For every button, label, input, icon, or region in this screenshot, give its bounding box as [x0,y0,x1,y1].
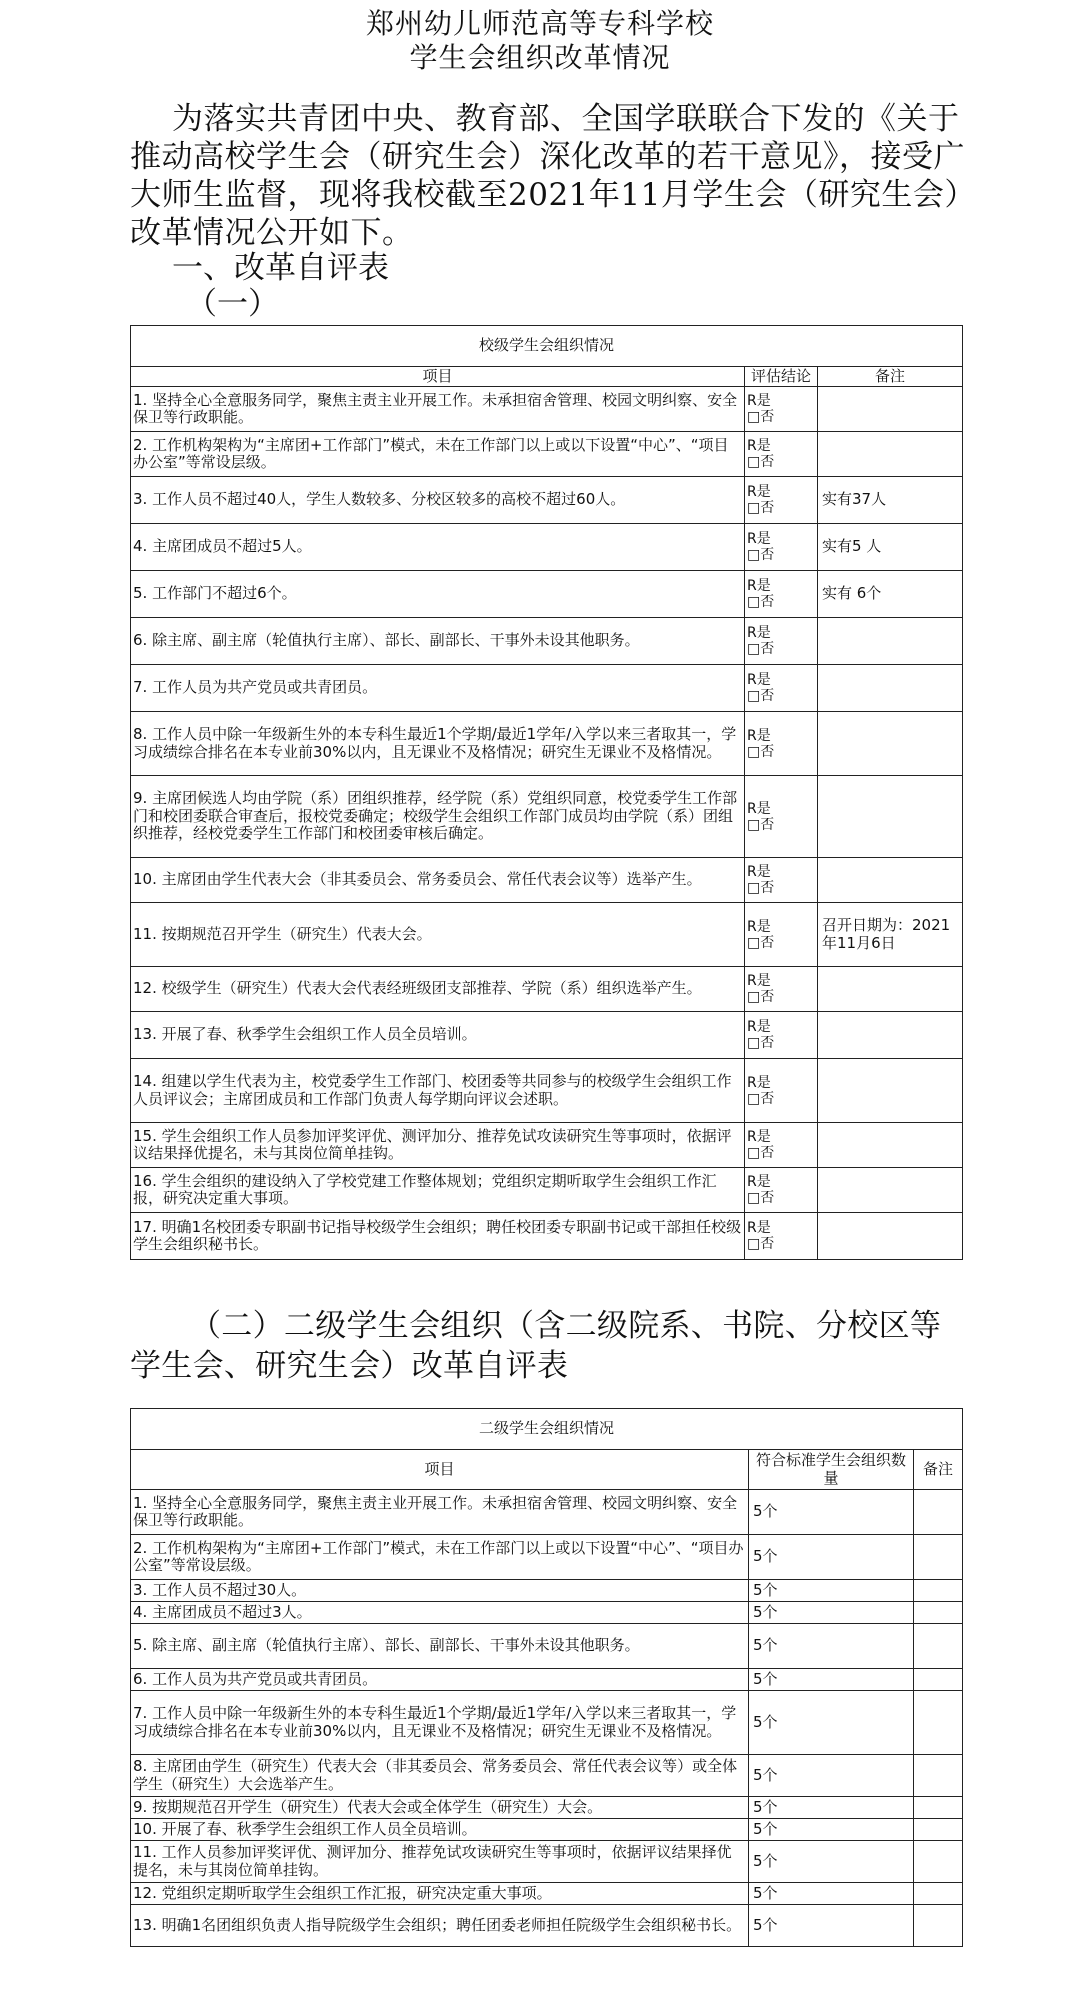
table2-row [131,1535,963,1580]
school-level-table [130,325,963,1260]
no-checkbox: □否 [747,594,775,610]
table1-row [131,1123,963,1168]
table2-item-cell: 12. 党组织定期听取学生会组织工作汇报，研究决定重大事项。 [131,1883,749,1905]
table1-row [131,858,963,903]
table1-note-cell [818,665,963,712]
table1-item-cell: 10. 主席团由学生代表大会（非其委员会、常务委员会、常任代表会议等）选举产生。 [131,858,745,903]
table1-item-cell: 16. 学生会组织的建设纳入了学校党建工作整体规划；党组织定期听取学生会组织工作汇报，研究决定重大事项。 [131,1168,745,1213]
table2-count-cell: 5个 [749,1691,914,1755]
table1-result-cell [745,477,818,524]
table1-note-cell: 实有37人 [818,477,963,524]
table1-result-cell [745,712,818,776]
table1-item-cell: 4. 主席团成员不超过5人。 [131,524,745,571]
table2-note-cell [914,1490,963,1535]
table1-note-cell [818,432,963,477]
table2-row [131,1602,963,1624]
table2-count-cell: 5个 [749,1905,914,1947]
document-title: 郑州幼儿师范高等专科学校 [365,7,714,40]
table2-item-cell: 6. 工作人员为共产党员或共青团员。 [131,1669,749,1691]
table1-note-cell [818,712,963,776]
table1-result-cell [745,1012,818,1059]
table1-result-cell [745,903,818,967]
table2-caption: 二级学生会组织情况 [131,1409,963,1450]
table2-header-note: 备注 [914,1450,963,1490]
table1-note-cell [818,1213,963,1260]
table1-result-cell [745,1168,818,1213]
table2-note-cell [914,1905,963,1947]
yes-checkbox: R是 [747,800,771,817]
yes-checkbox: R是 [747,484,771,500]
table1-item-cell: 12. 校级学生（研究生）代表大会代表经班级团支部推荐、学院（系）组织选举产生。 [131,967,745,1012]
yes-checkbox: R是 [747,393,771,409]
table1-result-cell [745,524,818,571]
no-checkbox: □否 [747,688,775,704]
no-checkbox: □否 [747,500,775,516]
table1-item-cell: 14. 组建以学生代表为主，校党委学生工作部门、校团委等共同参与的校级学生会组织工作人员评议会；主席团成员和工作部门负责人每学期向评议会述职。 [131,1059,745,1123]
section1-subheading: （一） [186,286,279,322]
table2-count-cell: 5个 [749,1755,914,1797]
table1-result-cell [745,967,818,1012]
table1-row [131,903,963,967]
table2-count-cell: 5个 [749,1819,914,1841]
table2-count-cell: 5个 [749,1580,914,1602]
table2-item-cell: 10. 开展了春、秋季学生会组织工作人员全员培训。 [131,1819,749,1841]
table2-item-cell: 13. 明确1名团组织负责人指导院级学生会组织；聘任团委老师担任院级学生会组织秘书长。 [131,1905,749,1947]
table2-body [131,1490,963,1947]
table2-count-cell: 5个 [749,1841,914,1883]
table2-note-cell [914,1535,963,1580]
table1-item-cell: 5. 工作部门不超过6个。 [131,571,745,618]
table2-row [131,1841,963,1883]
table2-row [131,1755,963,1797]
table2-count-cell: 5个 [749,1883,914,1905]
table2-count-cell: 5个 [749,1490,914,1535]
table1-result-cell [745,1059,818,1123]
table2-item-cell: 8. 主席团由学生（研究生）代表大会（非其委员会、常务委员会、常任代表会议等）或全体学生（研究生）大会选举产生。 [131,1755,749,1797]
table2-note-cell [914,1841,963,1883]
table1-row [131,477,963,524]
table2-row [131,1797,963,1819]
table1-result-cell [745,571,818,618]
table2-note-cell [914,1819,963,1841]
table2-note-cell [914,1624,963,1669]
table1-note-cell: 召开日期为：2021年11月6日 [818,903,963,967]
table2-note-cell [914,1755,963,1797]
no-checkbox: □否 [747,743,775,760]
no-checkbox: □否 [747,880,775,896]
table1-row [131,618,963,665]
yes-checkbox: R是 [747,864,771,880]
table1-note-cell [818,858,963,903]
table1-result-cell [745,432,818,477]
table1-item-cell: 1. 坚持全心全意服务同学，聚焦主责主业开展工作。未承担宿舍管理、校园文明纠察、安全保卫等行政职能。 [131,387,745,432]
no-checkbox: □否 [747,934,775,951]
yes-checkbox: R是 [747,918,771,935]
table1-row [131,665,963,712]
table1-row [131,571,963,618]
no-checkbox: □否 [747,1035,775,1051]
table2-count-cell: 5个 [749,1535,914,1580]
table1-row [131,776,963,858]
table1-header-note: 备注 [818,367,963,387]
yes-checkbox: R是 [747,672,771,688]
no-checkbox: □否 [747,1236,775,1252]
table2-item-cell: 5. 除主席、副主席（轮值执行主席）、部长、副部长、干事外未设其他职务。 [131,1624,749,1669]
table2-row [131,1490,963,1535]
table1-item-cell: 7. 工作人员为共产党员或共青团员。 [131,665,745,712]
yes-checkbox: R是 [747,1174,771,1190]
table1-note-cell [818,1168,963,1213]
table1-note-cell: 实有5 人 [818,524,963,571]
table2-header-count: 符合标准学生会组织数量 [749,1450,914,1490]
section2-heading: （二）二级学生会组织（含二级院系、书院、分校区等学生会、研究生会）改革自评表 [130,1308,942,1384]
table1-item-cell: 6. 除主席、副主席（轮值执行主席）、部长、副部长、干事外未设其他职务。 [131,618,745,665]
table1-result-cell [745,858,818,903]
yes-checkbox: R是 [747,1129,771,1145]
table1-note-cell: 实有 6个 [818,571,963,618]
table1-note-cell [818,776,963,858]
table2-item-cell: 1. 坚持全心全意服务同学，聚焦主责主业开展工作。未承担宿舍管理、校园文明纠察、安全保卫等行政职能。 [131,1490,749,1535]
table2-count-cell: 5个 [749,1797,914,1819]
no-checkbox: □否 [747,989,775,1005]
table1-result-cell [745,665,818,712]
table1-body [131,387,963,1260]
table1-result-cell [745,776,818,858]
section1-heading: 一、改革自评表 [172,250,389,286]
table2-row [131,1580,963,1602]
table2-row [131,1883,963,1905]
intro-paragraph: 为落实共青团中央、教育部、全国学联联合下发的《关于推动高校学生会（研究生会）深化改革的若干意见》，接受广大师生监督，现将我校截至2021年11月学生会（研究生会）改革情况公开如下。 [130,101,965,251]
table2-note-cell [914,1602,963,1624]
table1-row [131,432,963,477]
table2-row [131,1669,963,1691]
table1-row [131,1059,963,1123]
table1-note-cell [818,1012,963,1059]
table1-note-cell [818,1059,963,1123]
yes-checkbox: R是 [747,625,771,641]
table1-note-cell [818,618,963,665]
table1-row [131,967,963,1012]
table2-item-cell: 4. 主席团成员不超过3人。 [131,1602,749,1624]
yes-checkbox: R是 [747,1019,771,1035]
table2-item-cell: 3. 工作人员不超过30人。 [131,1580,749,1602]
table1-note-cell [818,1123,963,1168]
table1-row [131,1012,963,1059]
table1-note-cell [818,387,963,432]
yes-checkbox: R是 [747,973,771,989]
table2-header-item: 项目 [131,1450,749,1490]
table1-row [131,387,963,432]
table1-item-cell: 15. 学生会组织工作人员参加评奖评优、测评加分、推荐免试攻读研究生等事项时，依据评议结果择优提名，未与其岗位简单挂钩。 [131,1123,745,1168]
table2-count-cell: 5个 [749,1669,914,1691]
table1-row [131,1213,963,1260]
yes-checkbox: R是 [747,578,771,594]
table1-item-cell: 13. 开展了春、秋季学生会组织工作人员全员培训。 [131,1012,745,1059]
table2-row [131,1905,963,1947]
table1-row [131,524,963,571]
table1-header-result: 评估结论 [745,367,818,387]
department-level-table [130,1408,963,1947]
yes-checkbox: R是 [747,531,771,547]
table1-caption: 校级学生会组织情况 [131,326,963,367]
no-checkbox: □否 [747,1145,775,1161]
table2-note-cell [914,1580,963,1602]
no-checkbox: □否 [747,547,775,563]
table1-item-cell: 2. 工作机构架构为“主席团+工作部门”模式，未在工作部门以上或以下设置“中心”、“项目办公室”等常设层级。 [131,432,745,477]
no-checkbox: □否 [747,816,775,833]
table1-result-cell [745,1123,818,1168]
table2-item-cell: 7. 工作人员中除一年级新生外的本专科生最近1个学期/最近1学年/入学以来三者取其一，学习成绩综合排名在本专业前30%以内，且无课业不及格情况；研究生无课业不及格情况。 [131,1691,749,1755]
table2-row [131,1691,963,1755]
table2-count-cell: 5个 [749,1624,914,1669]
table2-item-cell: 2. 工作机构架构为“主席团+工作部门”模式，未在工作部门以上或以下设置“中心”、“项目办公室”等常设层级。 [131,1535,749,1580]
yes-checkbox: R是 [747,727,771,744]
yes-checkbox: R是 [747,438,771,454]
no-checkbox: □否 [747,1090,775,1107]
table1-note-cell [818,967,963,1012]
table1-result-cell [745,618,818,665]
table1-result-cell [745,1213,818,1260]
yes-checkbox: R是 [747,1220,771,1236]
table2-note-cell [914,1691,963,1755]
table1-item-cell: 11. 按期规范召开学生（研究生）代表大会。 [131,903,745,967]
no-checkbox: □否 [747,409,775,425]
yes-checkbox: R是 [747,1074,771,1091]
table1-result-cell [745,387,818,432]
table1-item-cell: 3. 工作人员不超过40人，学生人数较多、分校区较多的高校不超过60人。 [131,477,745,524]
table2-note-cell [914,1797,963,1819]
document-subtitle: 学生会组织改革情况 [409,41,671,74]
table2-item-cell: 9. 按期规范召开学生（研究生）代表大会或全体学生（研究生）大会。 [131,1797,749,1819]
table1-item-cell: 17. 明确1名校团委专职副书记指导校级学生会组织；聘任校团委专职副书记或干部担任校级学生会组织秘书长。 [131,1213,745,1260]
no-checkbox: □否 [747,1190,775,1206]
table2-note-cell [914,1883,963,1905]
table1-row [131,712,963,776]
no-checkbox: □否 [747,641,775,657]
table2-row [131,1624,963,1669]
table1-header-item: 项目 [131,367,745,387]
table2-note-cell [914,1669,963,1691]
table1-row [131,1168,963,1213]
table1-item-cell: 9. 主席团候选人均由学院（系）团组织推荐，经学院（系）党组织同意，校党委学生工作部门和校团委联合审查后，报校党委确定；校级学生会组织工作部门成员均由学院（系）团组织推荐，经校党委学生工作部门和校团委审核后确定。 [131,776,745,858]
table1-item-cell: 8. 工作人员中除一年级新生外的本专科生最近1个学期/最近1学年/入学以来三者取其一，学习成绩综合排名在本专业前30%以内，且无课业不及格情况；研究生无课业不及格情况。 [131,712,745,776]
table2-row [131,1819,963,1841]
table2-item-cell: 11. 工作人员参加评奖评优、测评加分、推荐免试攻读研究生等事项时，依据评议结果择优提名，未与其岗位简单挂钩。 [131,1841,749,1883]
table2-count-cell: 5个 [749,1602,914,1624]
no-checkbox: □否 [747,454,775,470]
